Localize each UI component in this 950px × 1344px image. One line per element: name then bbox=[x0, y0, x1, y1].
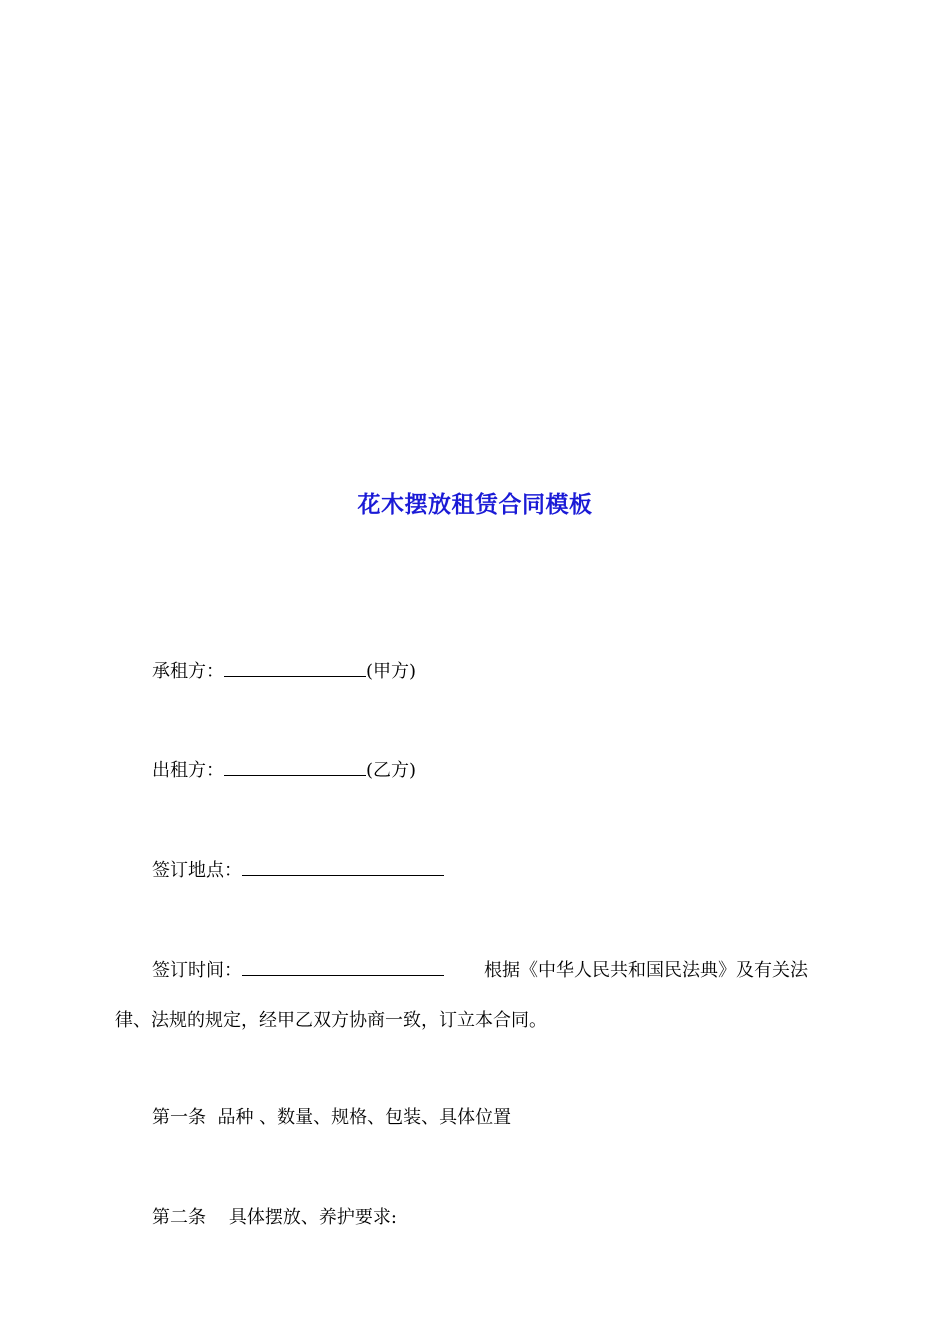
lessor-suffix: (乙方) bbox=[366, 760, 417, 781]
preamble-part1: 根据《中华人民共和国民法典》及有关法 bbox=[484, 960, 808, 981]
document-title: 花木摆放租赁合同模板 bbox=[357, 491, 593, 518]
article-1: 第一条 品种 、数量、规格、包装、具体位置 bbox=[152, 1107, 512, 1128]
lessee-label: 承租方： bbox=[152, 661, 224, 682]
article-2: 第二条 具体摆放、养护要求: bbox=[152, 1207, 397, 1228]
preamble-part2: 律、法规的规定，经甲乙双方协商一致，订立本合同。 bbox=[115, 1010, 547, 1031]
lessee-suffix: (甲方) bbox=[366, 661, 417, 682]
lessor-label: 出租方： bbox=[152, 760, 224, 781]
sign-place-line bbox=[152, 857, 444, 883]
lessee-blank bbox=[224, 658, 366, 677]
sign-time-blank bbox=[242, 957, 444, 976]
lessor-line bbox=[152, 757, 416, 783]
preamble-line2 bbox=[115, 1009, 547, 1033]
sign-place-blank bbox=[242, 857, 444, 876]
sign-time-line bbox=[152, 957, 808, 983]
lessor-blank bbox=[224, 757, 366, 776]
sign-place-label: 签订地点： bbox=[152, 860, 242, 881]
sign-time-label: 签订时间： bbox=[152, 960, 242, 981]
lessee-line bbox=[152, 658, 416, 684]
